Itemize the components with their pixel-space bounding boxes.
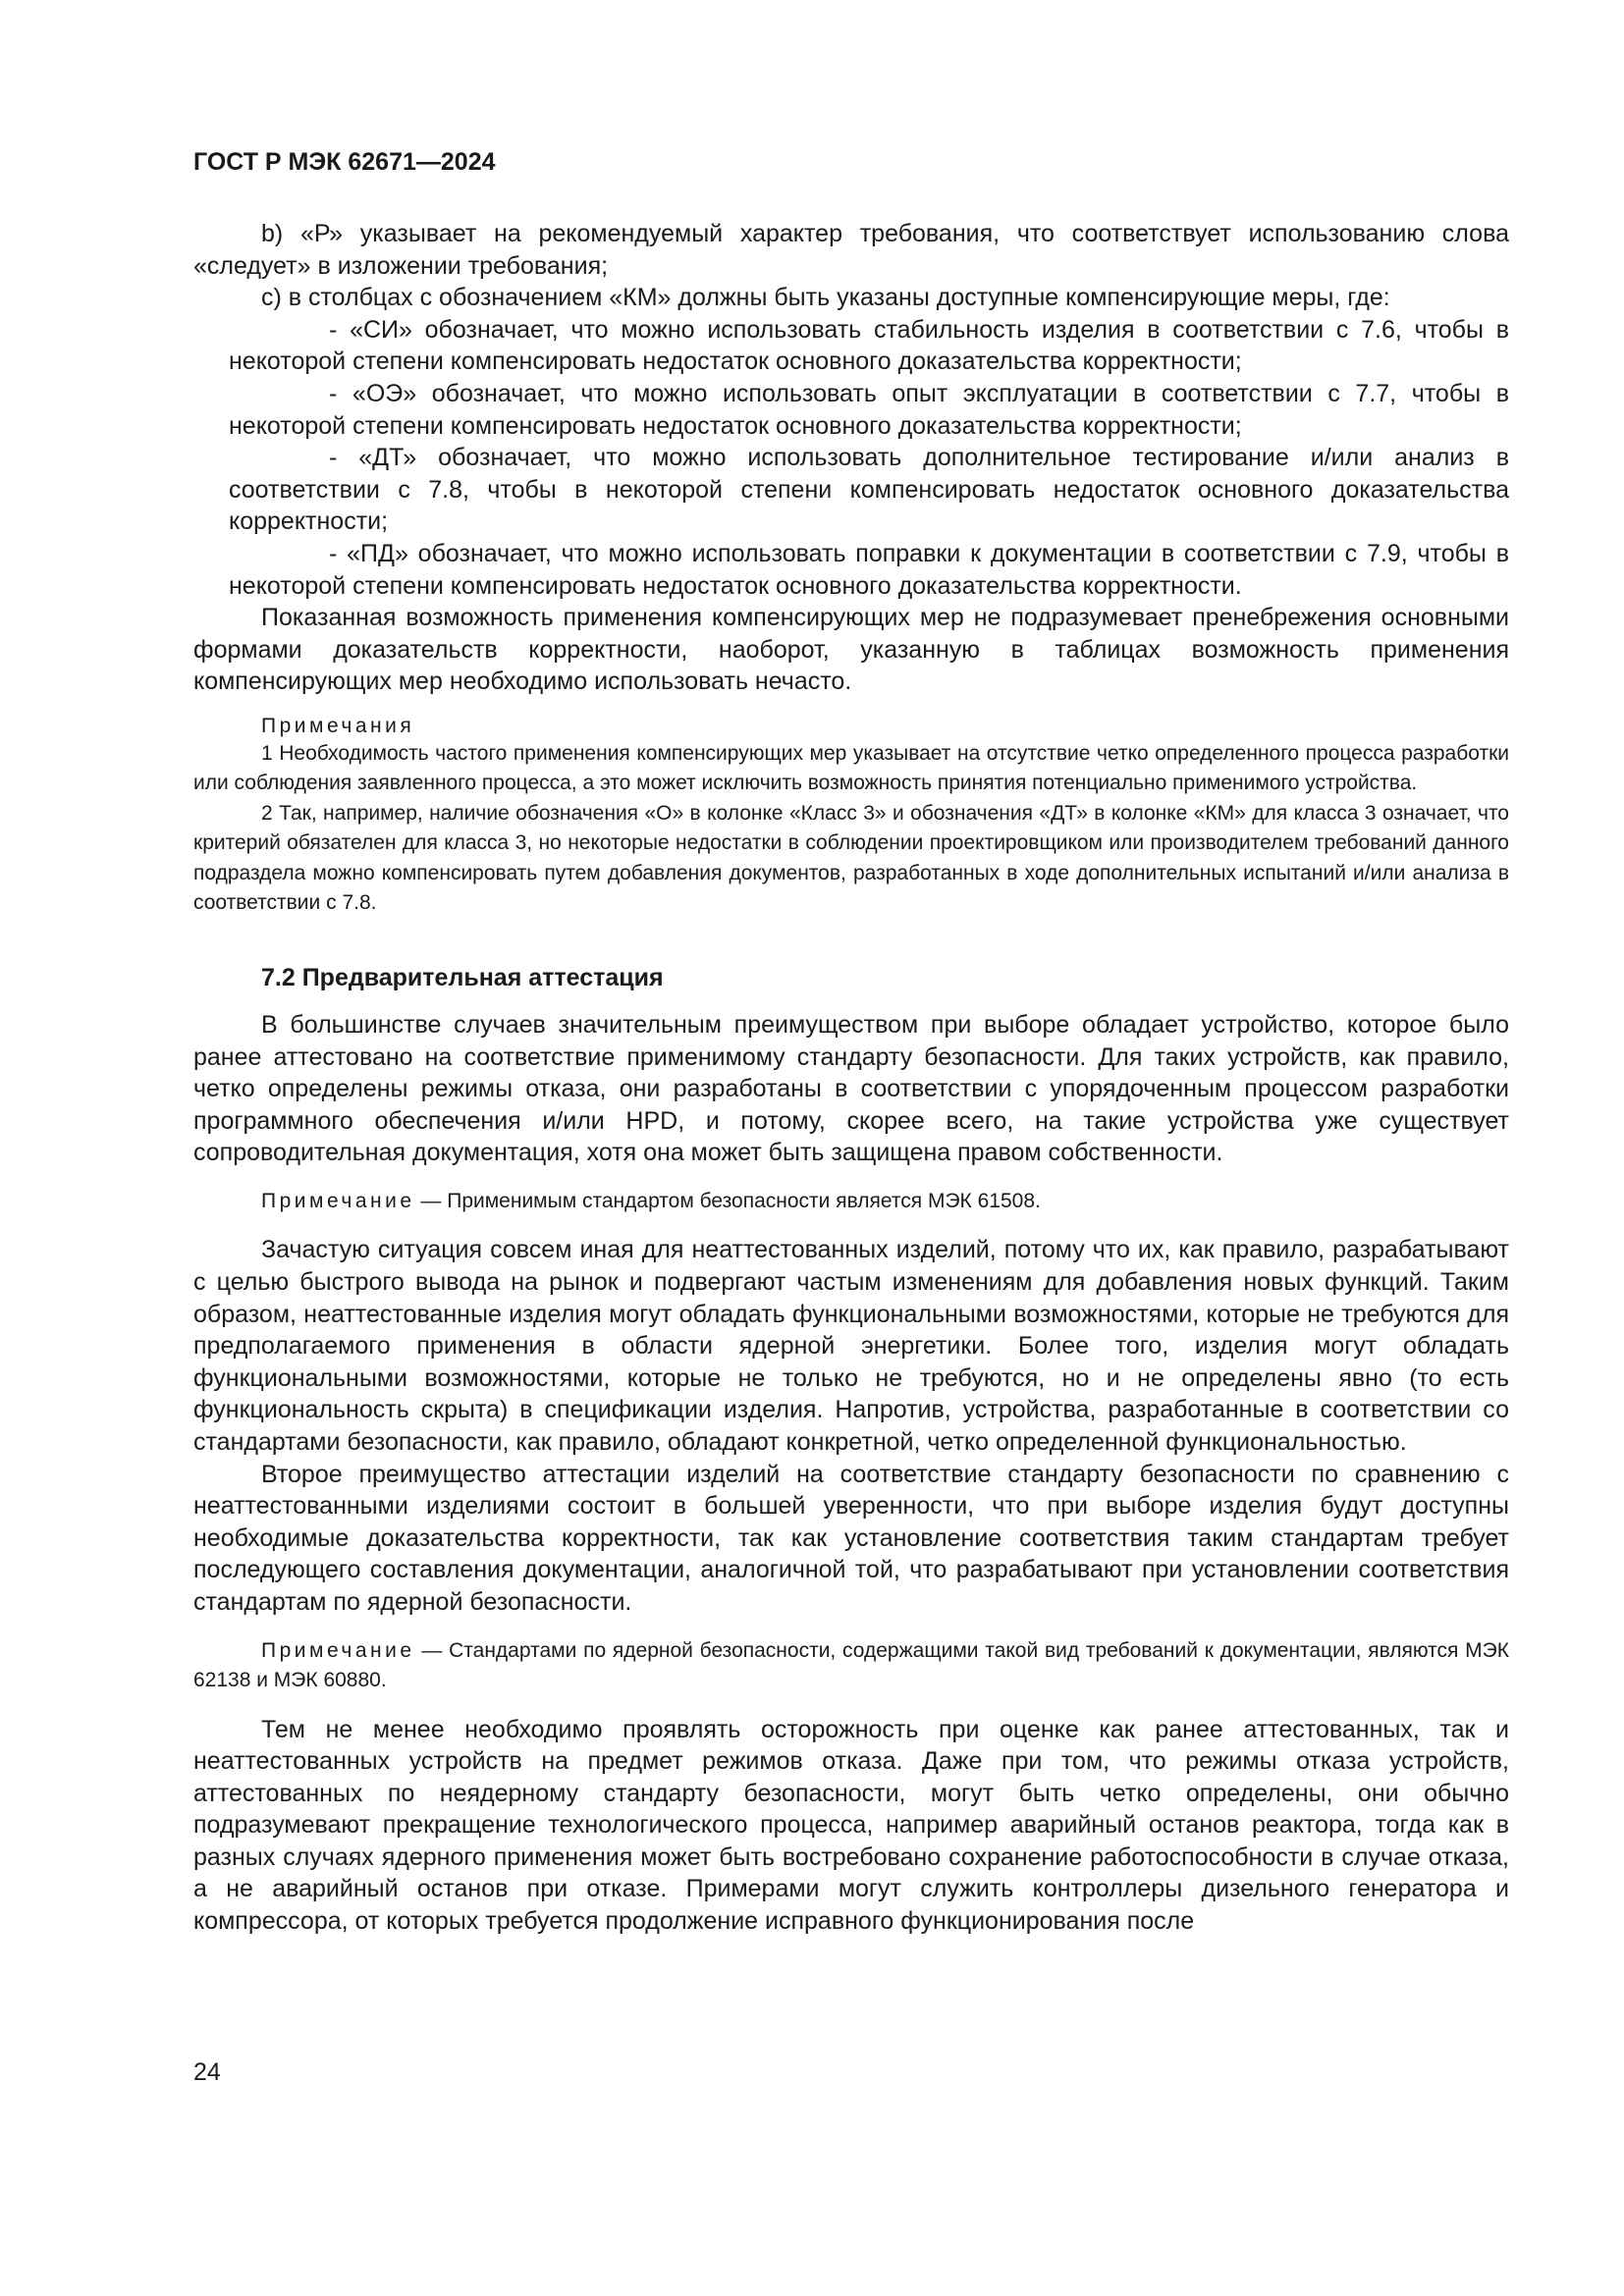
section-title: 7.2 Предварительная аттестация — [261, 963, 664, 991]
section-note-1 — [193, 1187, 1509, 1217]
page-body — [193, 147, 1509, 1938]
note-1: 1 Необходимость частого применения компенсирующих мер указывает на отсутствие четко определенного процесса разработки или соблюдения заявленного процесса, а это может исключить возможность принятия потенциально применимого устройства. — [193, 741, 1509, 795]
list-item-si: - «СИ» обозначает, что можно использовать стабильность изделия в соответствии с 7.6, чтобы в некоторой степени компенсировать недостаток основного доказательства корректности; — [229, 315, 1509, 376]
note-2: 2 Так, например, наличие обозначения «О» в колонке «Класс 3» и обозначения «ДТ» в колонке «КМ» для класса 3 означает, что критерий обязателен для класса 3, но некоторые недостатки в соблюдении проектировщиком или производителем требований данного подраздела можно компенсировать путем добавления документов, разработанных в ходе дополнительных испытаний и/или анализа в соответствии с 7.8. — [193, 801, 1509, 915]
section-note-2 — [193, 1636, 1509, 1696]
section-paragraph-4: Тем не менее необходимо проявлять осторожность при оценке как ранее аттестованных, так и неаттестованных устройств на предмет режимов отказа. Даже при том, что режимы отказа устройств, аттестованных по неядерному стандарту безопасности, могут быть четко определены, они обычно подразумевают прекращение технологического процесса, например аварийный останов реактора, тогда как в разных случаях ядерного применения может быть востребовано сохранение работоспособности в случае отказа, а не аварийный останов при отказе. Примерами могут служить контроллеры дизельного генератора и компрессора, от которых требуется продолжение исправного функционирования после — [193, 1715, 1509, 1936]
notes-heading: Примечания — [261, 714, 415, 737]
list-item-pd: - «ПД» обозначает, что можно использовать поправки к документации в соответствии с 7.9, чтобы в некоторой степени компенсировать недостаток основного доказательства корректности. — [229, 539, 1509, 600]
note-text: — Применимым стандартом безопасности является МЭК 61508. — [414, 1189, 1041, 1212]
document-header: ГОСТ Р МЭК 62671—2024 — [193, 148, 496, 176]
section-paragraph-1: В большинстве случаев значительным преимуществом при выборе обладает устройство, которое было ранее аттестовано на соответствие применимому стандарту безопасности. Для таких устройств, как правило, четко определены режимы отказа, они разработаны в соответствии с упорядоченным процессом разработки программного обеспечения и/или HPD, и потому, скорее всего, на такие устройства уже существует сопроводительная документация, хотя она может быть защищена правом собственности. — [193, 1010, 1509, 1167]
list-item-dt: - «ДТ» обозначает, что можно использовать дополнительное тестирование и/или анализ в соответствии с 7.8, чтобы в некоторой степени компенсировать недостаток основного доказательства корректности; — [229, 444, 1509, 536]
section-paragraph-2: Зачастую ситуация совсем иная для неаттестованных изделий, потому что их, как правило, разрабатывают с целью быстрого вывода на рынок и подвергают частым изменениям для добавления новых функций. Таким образом, неаттестованные изделия могут обладать функциональными возможностями, которые не требуются для предполагаемого применения в области ядерной энергетики. Более того, изделия могут обладать функциональными возможностями, которые не только не требуются, но и не определены явно (то есть функциональность скрыта) в спецификации изделия. Напротив, устройства, разработанные в соответствии со стандартами безопасности, как правило, обладают конкретной, четко определенной функциональностью. — [193, 1236, 1509, 1456]
list-item-c: c) в столбцах с обозначением «КМ» должны быть указаны доступные компенсирующие меры, где: — [261, 284, 1390, 312]
list-item-oe: - «ОЭ» обозначает, что можно использовать опыт эксплуатации в соответствии с 7.7, чтобы в некоторой степени компенсировать недостаток основного доказательства корректности; — [229, 379, 1509, 440]
note-label: Примечание — [261, 1189, 415, 1212]
paragraph-compensating: Показанная возможность применения компенсирующих мер не подразумевает пренебрежения основными формами доказательств корректности, наоборот, указанную в таблицах возможность применения компенсирующих мер необходимо использовать нечасто. — [193, 604, 1509, 696]
note-label: Примечание — [261, 1638, 415, 1662]
list-item-b: b) «Р» указывает на рекомендуемый характер требования, что соответствует использованию слова «следует» в изложении требования; — [193, 220, 1509, 280]
note-text: — Стандартами по ядерной безопасности, содержащими такой вид требований к документации, являются МЭК 62138 и МЭК 60880. — [193, 1638, 1509, 1691]
page-number: 24 — [193, 2058, 221, 2086]
section-paragraph-3: Второе преимущество аттестации изделий на соответствие стандарту безопасности по сравнению с неаттестованными изделиями состоит в большей уверенности, что при выборе изделия будут доступны необходимые доказательства корректности, так как установление соответствия таким стандартам требует последующего составления документации, аналогичной той, что разрабатывают при установлении соответствия стандартам по ядерной безопасности. — [193, 1460, 1509, 1616]
